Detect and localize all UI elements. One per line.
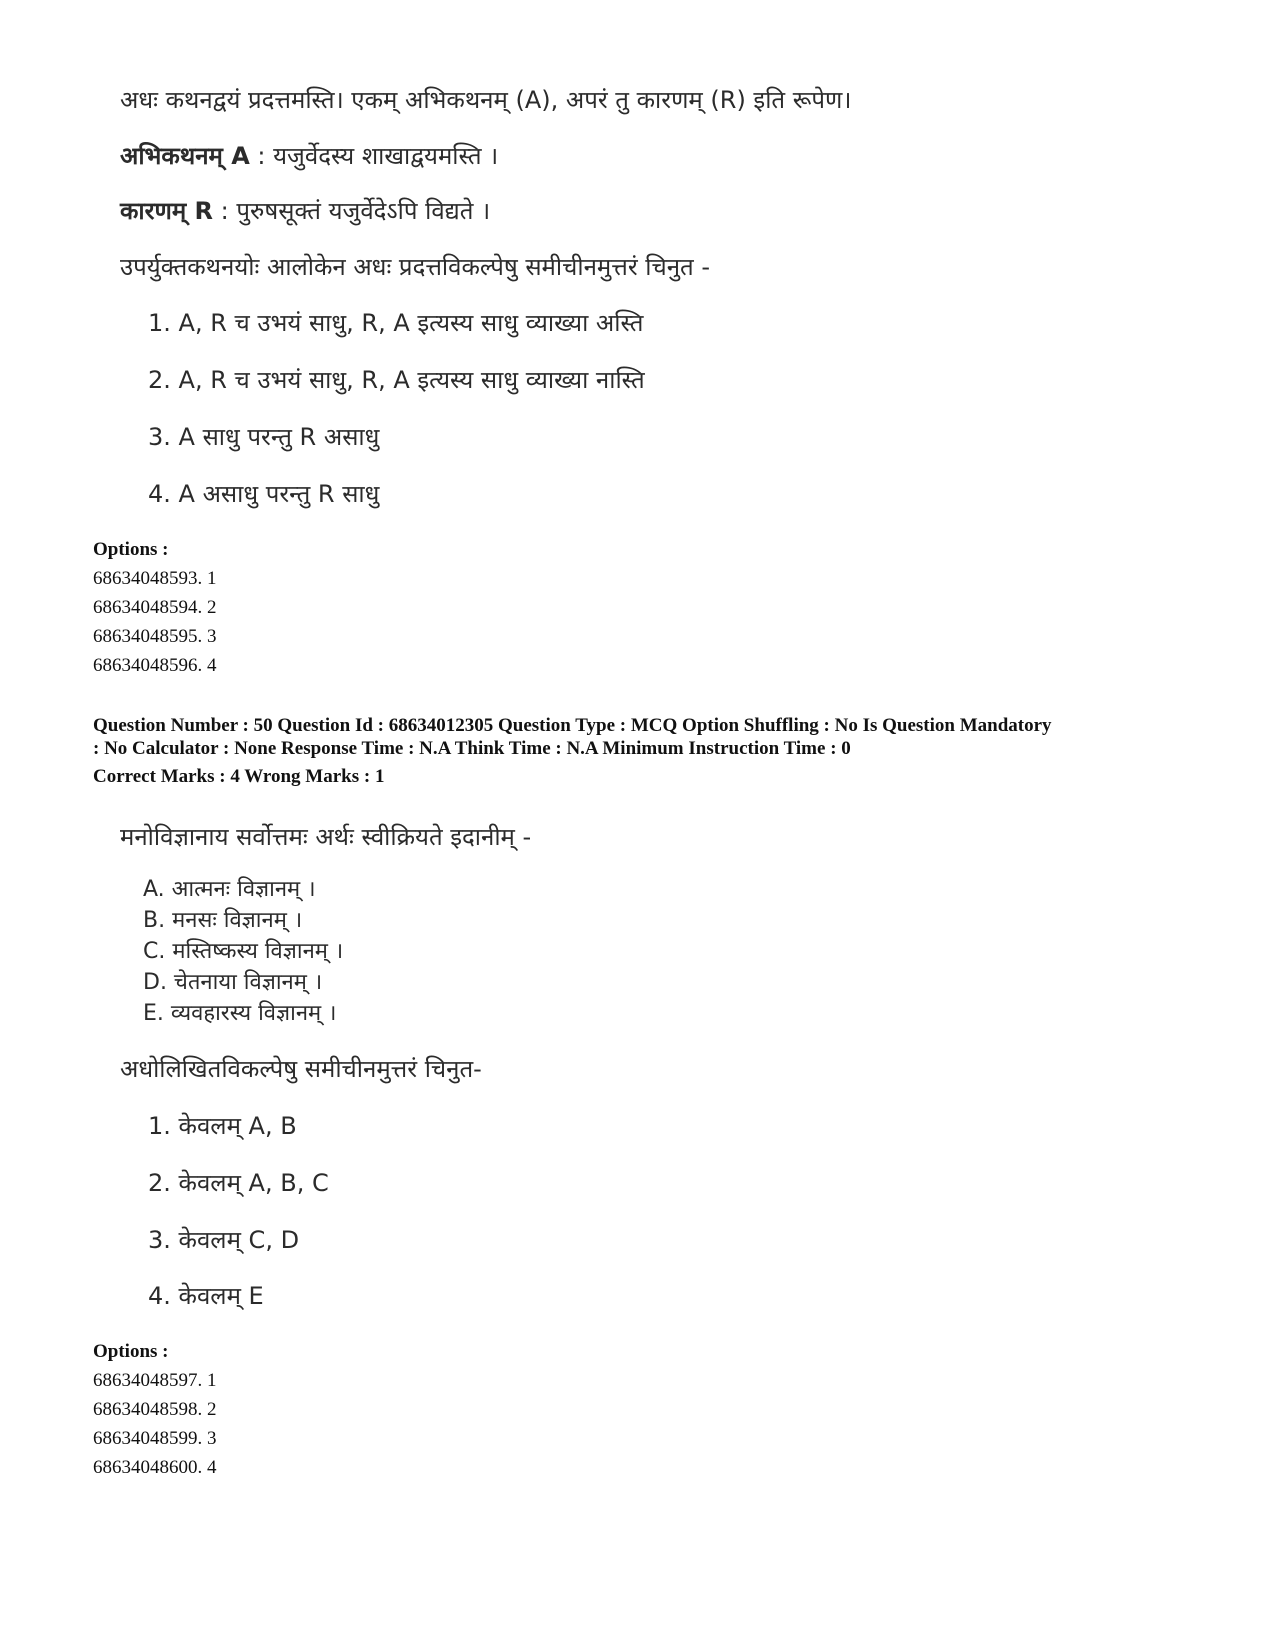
q49-intro: अधः कथनद्वयं प्रदत्तमस्ति। एकम् अभिकथनम् (A), अपरं तु कारणम् (R) इति रूपेण। xyxy=(120,86,852,114)
assertion-label: अभिकथनम् A xyxy=(120,142,250,170)
assertion-text: : यजुर्वेदस्य शाखाद्वयमस्ति । xyxy=(249,142,499,170)
q50-marks: Correct Marks : 4 Wrong Marks : 1 xyxy=(93,766,385,787)
reason-text: : पुरुषसूक्तं यजुर्वेदेऽपि विद्यते । xyxy=(213,197,491,225)
q50-choice-2: 2. केवलम् A, B, C xyxy=(148,1169,329,1197)
q50-meta-line-1: Question Number : 50 Question Id : 68634012305 Question Type : MCQ Option Shuffling : No Is Question Mandatory xyxy=(93,715,1052,736)
option-id-row: 68634048595. 3 xyxy=(93,626,217,647)
reason-label: कारणम् R xyxy=(120,197,214,225)
option-id-row: 68634048600. 4 xyxy=(93,1457,217,1478)
option-id-row: 68634048594. 2 xyxy=(93,597,217,618)
option-id-row: 68634048597. 1 xyxy=(93,1370,217,1391)
q49-choice-3: 3. A साधु परन्तु R असाधु xyxy=(148,423,380,451)
option-id-row: 68634048598. 2 xyxy=(93,1399,217,1420)
option-id-row: 68634048593. 1 xyxy=(93,568,217,589)
option-id-row: 68634048599. 3 xyxy=(93,1428,217,1449)
q49-assertion xyxy=(120,144,498,168)
q50-meta-line-2: : No Calculator : None Response Time : N.A Think Time : N.A Minimum Instruction Time : 0 xyxy=(93,738,851,759)
q50-instruction: अधोलिखितविकल्पेषु समीचीनमुत्तरं चिनुत- xyxy=(120,1055,482,1083)
q49-choice-1: 1. A, R च उभयं साधु, R, A इत्यस्य साधु व्याख्या अस्ति xyxy=(148,309,644,337)
q49-options-block xyxy=(93,535,217,680)
q49-instruction: उपर्युक्तकथनयोः आलोकेन अधः प्रदत्तविकल्पेषु समीचीनमुत्तरं चिनुत - xyxy=(120,253,711,281)
q50-statement-d: D. चेतनाया विज्ञानम् । xyxy=(143,970,323,995)
q50-meta xyxy=(93,714,1203,788)
q49-choice-4: 4. A असाधु परन्तु R साधु xyxy=(148,480,380,508)
options-title: Options : xyxy=(93,1341,169,1362)
q50-statement-a: A. आत्मनः विज्ञानम् । xyxy=(143,877,316,902)
q50-options-block xyxy=(93,1337,217,1482)
q50-statement-b: B. मनसः विज्ञानम् । xyxy=(143,908,303,933)
q50-choice-4: 4. केवलम् E xyxy=(148,1282,264,1310)
q49-choice-2: 2. A, R च उभयं साधु, R, A इत्यस्य साधु व्याख्या नास्ति xyxy=(148,366,645,394)
q50-statement-e: E. व्यवहारस्य विज्ञानम् । xyxy=(143,1001,337,1026)
q50-choice-1: 1. केवलम् A, B xyxy=(148,1112,297,1140)
options-title: Options : xyxy=(93,539,169,560)
q50-choice-3: 3. केवलम् C, D xyxy=(148,1226,300,1254)
q49-reason xyxy=(120,199,490,223)
option-id-row: 68634048596. 4 xyxy=(93,655,217,676)
q50-statement-c: C. मस्तिष्कस्य विज्ञानम् । xyxy=(143,939,344,964)
q50-question: मनोविज्ञानाय सर्वोत्तमः अर्थः स्वीक्रियते इदानीम् - xyxy=(120,823,532,851)
